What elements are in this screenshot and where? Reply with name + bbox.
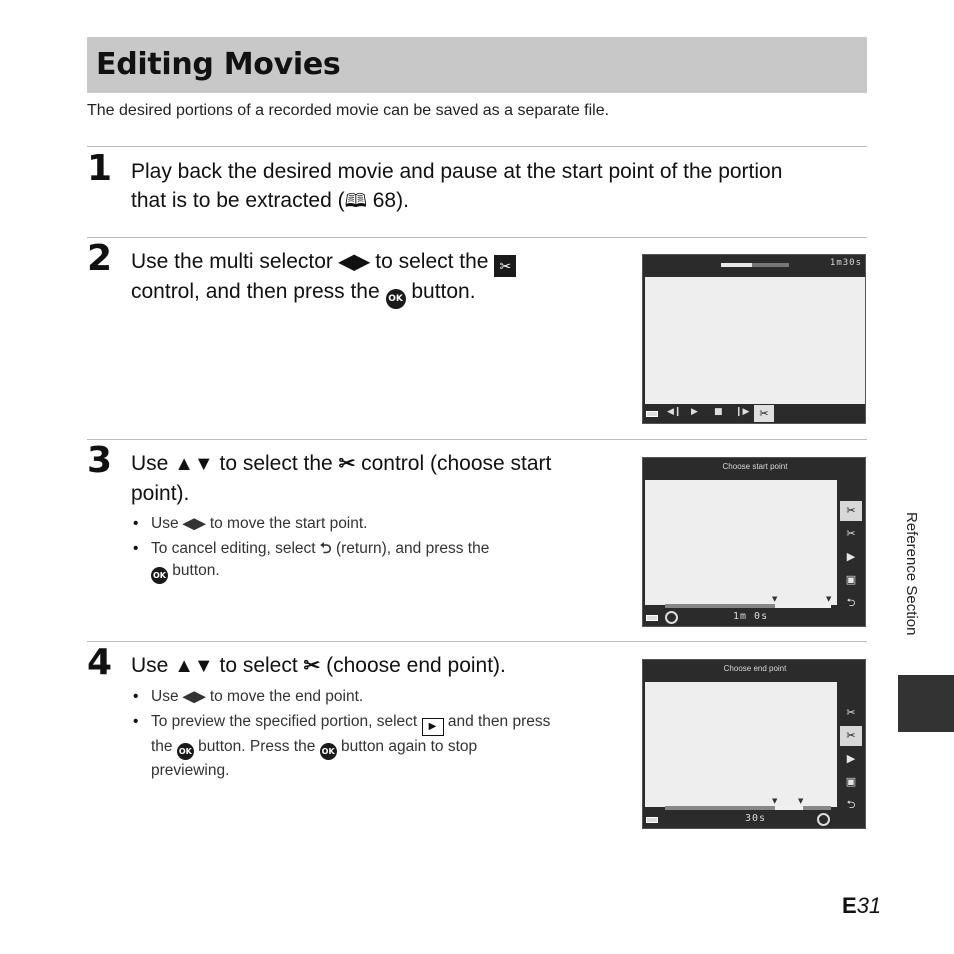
left-right-arrows-icon: ◀▶: [182, 516, 206, 532]
section-prefix: E: [842, 893, 857, 918]
step-2-number: 2: [87, 238, 113, 279]
timeline: [665, 806, 831, 810]
return-icon[interactable]: ⮌: [846, 798, 856, 811]
title-bar: [87, 37, 867, 93]
bullet-text: and then press: [443, 713, 551, 730]
step-3-line1b: to select the: [213, 452, 339, 475]
step-4-bullets: [131, 686, 550, 785]
step-4-line1a: Use: [131, 654, 175, 677]
section-label: Reference Section: [903, 512, 920, 636]
step-1-line1: Play back the desired movie and pause at the start point of the portion: [131, 160, 783, 183]
end-marker-icon: ▼: [798, 797, 804, 805]
pause-back-button[interactable]: ◀❙: [667, 407, 682, 417]
step-3-line1a: Use: [131, 452, 175, 475]
choose-end-icon: ✂: [303, 655, 321, 677]
progress-fill: [721, 263, 752, 267]
return-icon[interactable]: ⮌: [846, 596, 856, 609]
scissors-icon: ✂: [494, 255, 516, 277]
bullet-text: To preview the specified portion, select: [151, 713, 422, 730]
start-marker-icon: ▼: [772, 595, 778, 603]
bullet-text: button again to stop: [336, 738, 478, 755]
page-number-value: 31: [856, 893, 882, 918]
progress-track: [721, 263, 789, 267]
step-1-line2: [131, 186, 782, 216]
control-bar: [643, 405, 865, 423]
scissors-control-button[interactable]: ✂: [754, 405, 774, 422]
bullet-text: previewing.: [151, 762, 230, 779]
bullet-text: button. Press the: [193, 738, 320, 755]
step-3-text: [131, 449, 551, 508]
step-4-number: 4: [87, 642, 113, 683]
position-time: 30s: [745, 813, 767, 824]
list-item: [131, 686, 550, 708]
step-2-line1b: to select the: [369, 250, 495, 273]
up-down-arrows-icon: ▲▼: [174, 655, 214, 677]
choose-start-control[interactable]: ✂: [840, 501, 862, 521]
battery-icon: [646, 615, 658, 621]
ok-button-icon: OK: [386, 289, 406, 309]
step-2-line1a: Use the multi selector: [131, 250, 339, 273]
pause-forward-button[interactable]: ❙▶: [735, 407, 750, 417]
choose-end-screen: [642, 659, 866, 829]
book-icon: 🕮: [344, 191, 367, 212]
divider: [87, 439, 867, 440]
step-3-number: 3: [87, 440, 113, 481]
step-2-line1: [131, 247, 516, 277]
multi-selector-icon: [817, 813, 830, 826]
step-2-line2: [131, 277, 516, 309]
step-4-line1c: (choose end point).: [320, 654, 506, 677]
list-item: [131, 711, 550, 782]
step-3-line1: [131, 449, 551, 479]
step-1-line2b: 68).: [366, 189, 409, 212]
step-2-line2a: control, and then press the: [131, 280, 386, 303]
screen-header: Choose start point: [722, 462, 788, 471]
bullet-text: to move the end point.: [205, 688, 364, 705]
play-icon: ▶: [422, 718, 444, 736]
bullet-text: to move the start point.: [205, 515, 368, 532]
step-1-text: [131, 157, 782, 216]
choose-end-control[interactable]: ✂: [846, 527, 856, 540]
list-item: [131, 538, 489, 584]
step-4-text: [131, 651, 506, 681]
choose-start-screen: [642, 457, 866, 627]
battery-icon: [646, 817, 658, 823]
elapsed-time: 1m30s: [829, 258, 862, 268]
step-1-number: 1: [87, 148, 113, 189]
video-frame: [645, 277, 865, 404]
selected-range: [775, 604, 831, 608]
selected-range: [775, 806, 803, 810]
ok-button-icon: OK: [151, 567, 168, 584]
battery-icon: [646, 411, 658, 417]
left-right-arrows-icon: ◀▶: [182, 689, 206, 705]
divider: [87, 237, 867, 238]
step-3-line2: point).: [131, 482, 190, 505]
intro-text: The desired portions of a recorded movie can be saved as a separate file.: [87, 102, 610, 119]
edit-sidebar: [837, 680, 865, 828]
edit-sidebar: [837, 478, 865, 626]
divider: [87, 146, 867, 147]
play-icon[interactable]: ▶: [846, 550, 856, 563]
multi-selector-icon: [665, 611, 678, 624]
bullet-text: To cancel editing, select: [151, 540, 320, 557]
save-icon[interactable]: ▣: [845, 573, 857, 586]
choose-start-icon: ✂: [338, 453, 356, 475]
ok-button-icon: OK: [177, 743, 194, 760]
bullet-text: button.: [168, 562, 220, 579]
bullet-text: (return), and press the: [331, 540, 490, 557]
section-tab: [898, 675, 954, 732]
up-down-arrows-icon: ▲▼: [174, 453, 214, 475]
position-time: 1m 0s: [733, 611, 769, 622]
page-title: Editing Movies: [96, 47, 341, 82]
page-number: [842, 893, 881, 919]
bullet-text: the: [151, 738, 177, 755]
save-icon[interactable]: ▣: [845, 775, 857, 788]
stop-button[interactable]: ■: [714, 407, 723, 417]
return-icon: ⮌: [319, 541, 332, 557]
play-button[interactable]: ▶: [691, 407, 698, 417]
playback-screen: [642, 254, 866, 424]
start-marker-icon: ▼: [772, 797, 778, 805]
ok-button-icon: OK: [320, 743, 337, 760]
step-1-line2a: that is to be extracted (: [131, 189, 345, 212]
step-3-bullets: [131, 513, 489, 587]
step-4-line1: [131, 651, 506, 681]
step-4-line1b: to select: [213, 654, 304, 677]
step-3-line1c: control (choose start: [355, 452, 552, 475]
step-2-line2b: button.: [405, 280, 476, 303]
step-2-text: [131, 247, 516, 309]
left-right-arrows-icon: ◀▶: [338, 251, 370, 273]
video-frame: [645, 480, 837, 605]
play-icon[interactable]: ▶: [846, 752, 856, 765]
divider: [87, 641, 867, 642]
choose-start-control[interactable]: ✂: [846, 706, 856, 719]
bullet-text: Use: [151, 515, 183, 532]
video-frame: [645, 682, 837, 807]
list-item: [131, 513, 489, 535]
timeline: [665, 604, 831, 608]
screen-header: Choose end point: [723, 664, 787, 673]
choose-end-control[interactable]: ✂: [840, 726, 862, 746]
bullet-text: Use: [151, 688, 183, 705]
end-marker-icon: ▼: [826, 595, 832, 603]
